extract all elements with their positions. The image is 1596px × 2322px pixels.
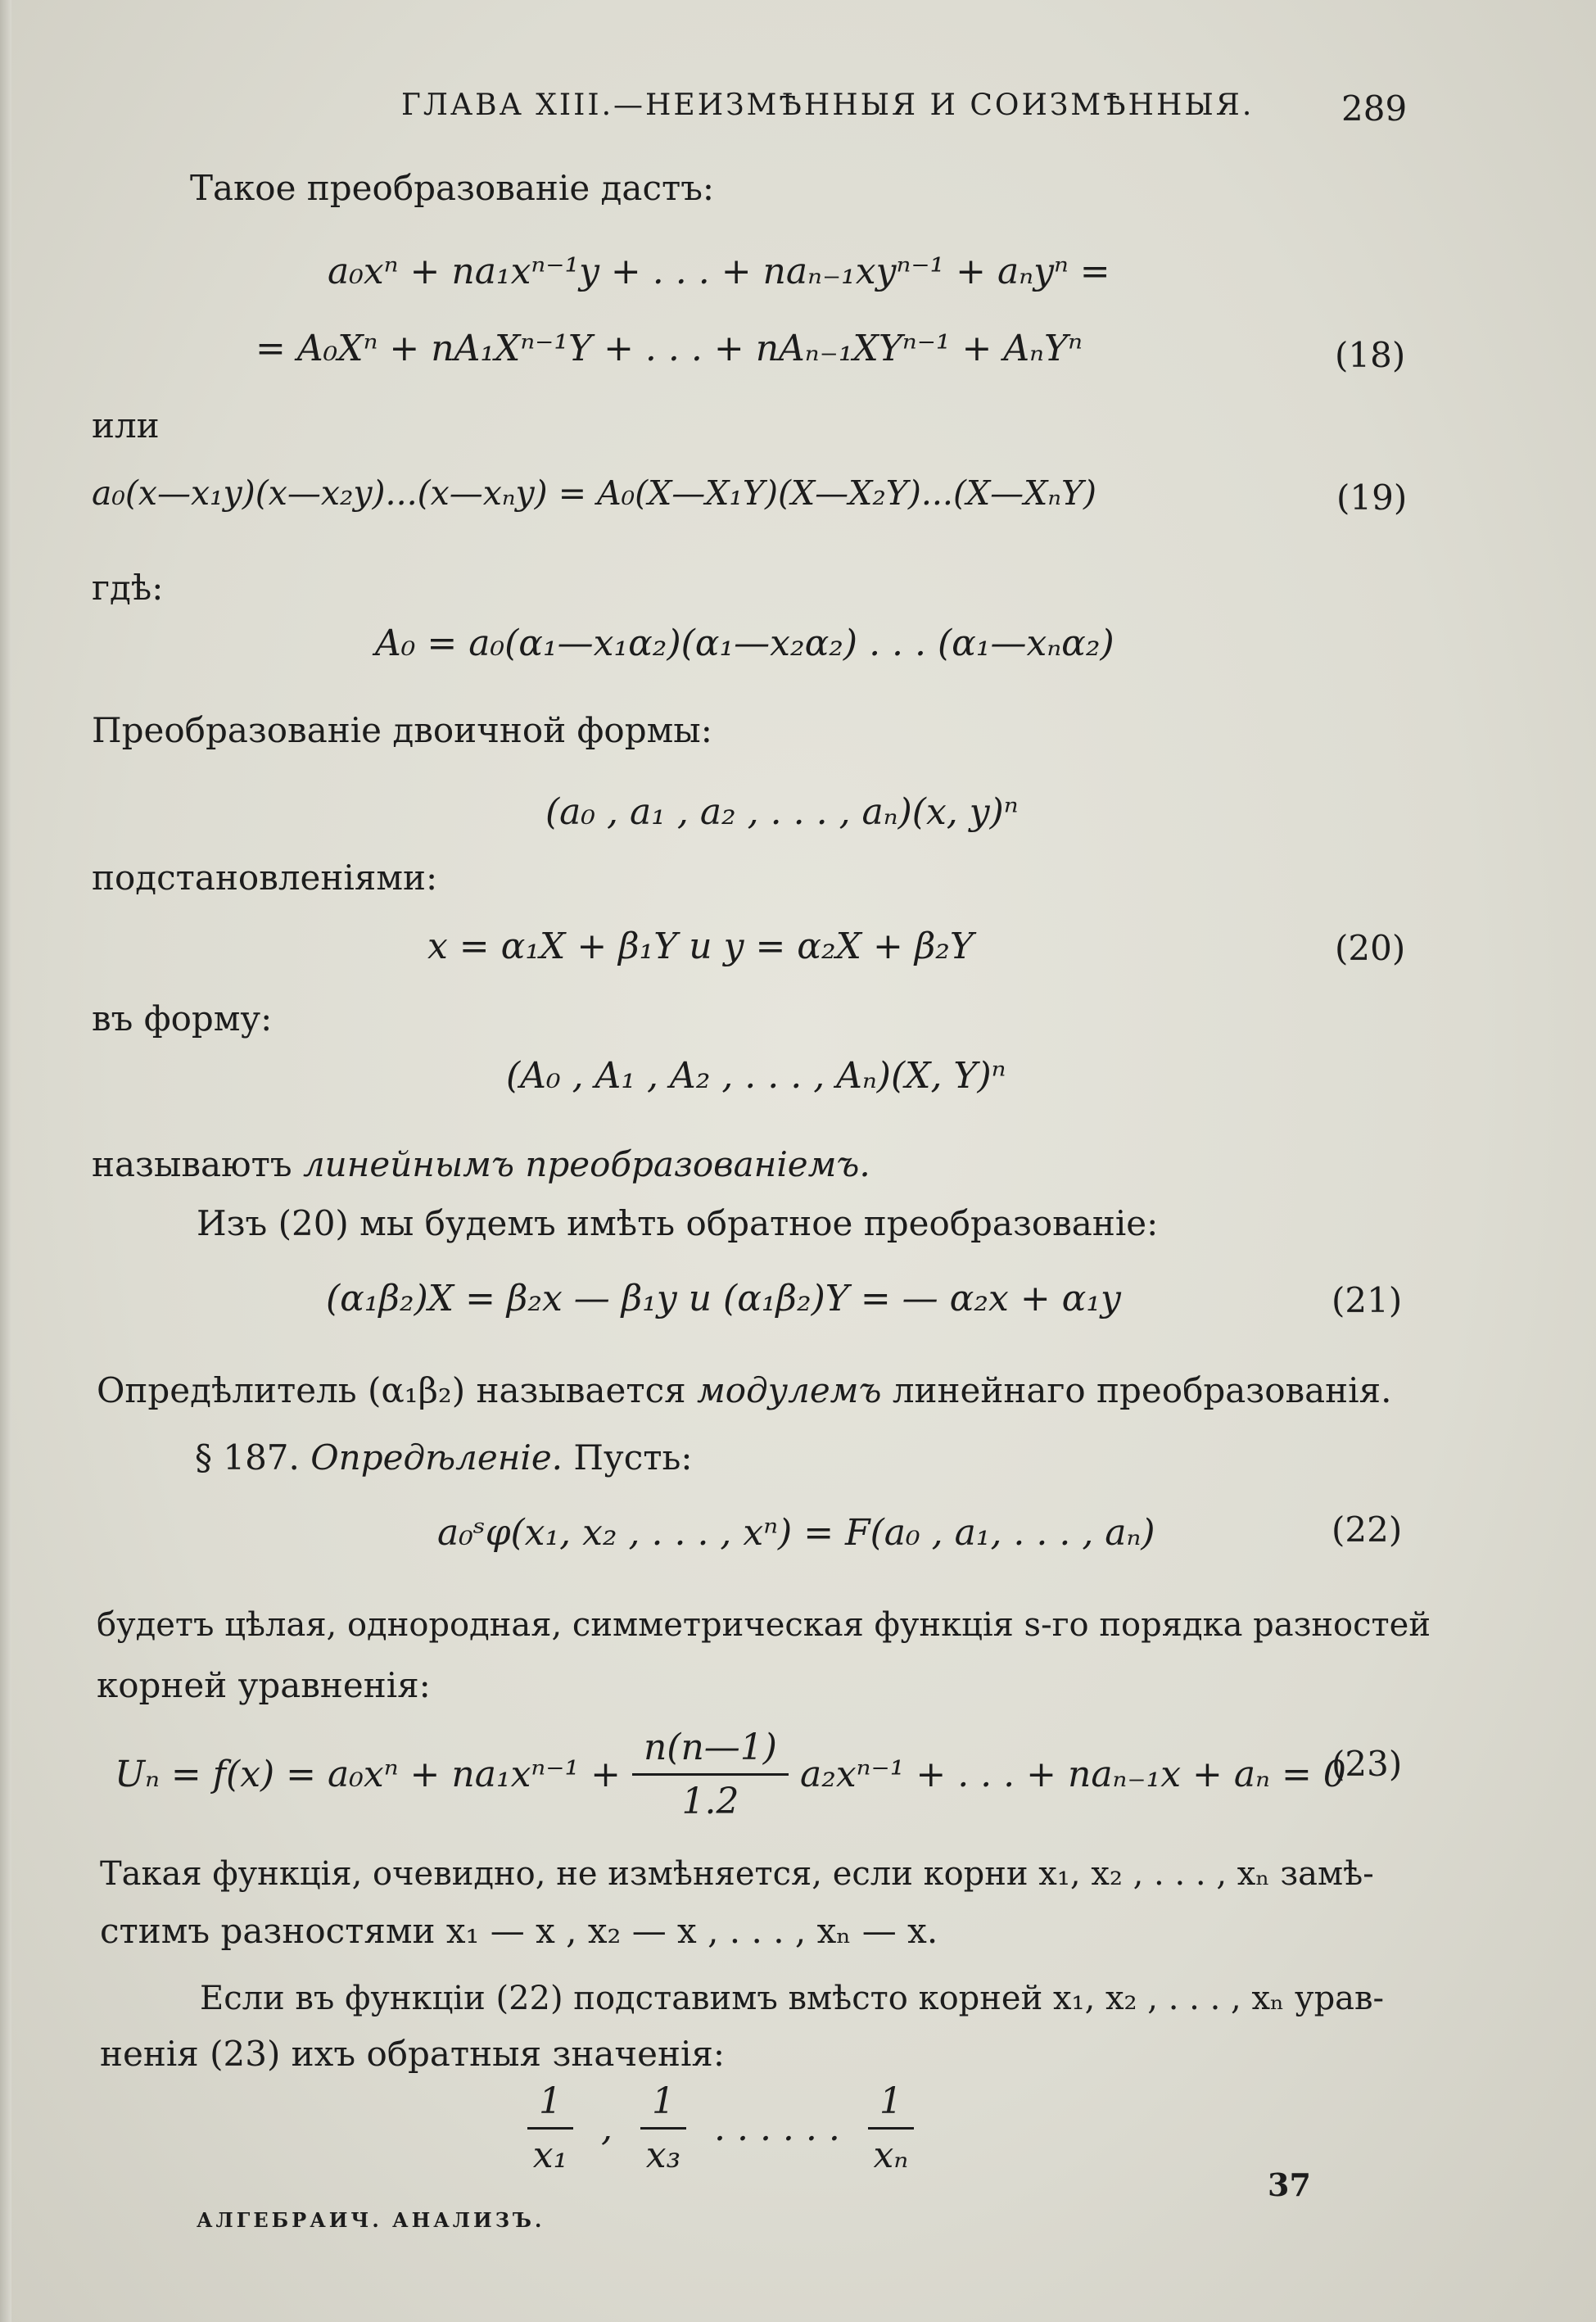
equation-20: x = α₁X + β₁Y и y = α₂X + β₂Y [427,926,974,967]
paragraph-9-line-2: корней уравненія: [97,1665,431,1705]
equation-23-label: (23) [1332,1744,1403,1784]
paragraph-2: Преобразованіе двоичной формы: [92,710,712,750]
reciprocal-2-numerator: 1 [640,2080,686,2130]
equation-19-label: (19) [1336,478,1408,518]
paragraph-8 [195,1435,693,1481]
page-number: 289 [1341,88,1408,129]
equation-18-line-2: = A₀Xⁿ + nA₁Xⁿ⁻¹Y + . . . + nAₙ₋₁XYⁿ⁻¹ + AₙYⁿ [255,328,1083,369]
paragraph-7 [97,1368,1391,1414]
reciprocal-3-denominator: xₙ [873,2134,909,2176]
equation-21: (α₁β₂)X = β₂x — β₁y и (α₁β₂)Y = — α₂x + α₁y [326,1278,1121,1319]
equation-A0: A₀ = a₀(α₁—x₁α₂)(α₁—x₂α₂) . . . (α₁—xₙα₂) [375,622,1114,664]
reciprocal-3 [868,2080,914,2176]
p5-italic-term: линейнымъ преобразованіемъ. [302,1144,870,1184]
reciprocal-2-denominator: x₃ [645,2134,681,2176]
eq23-denominator: 1.2 [681,1781,739,1822]
p7-text-a: Опредѣлитель (α₁β₂) называется [97,1370,686,1410]
equation-22: a₀ˢφ(x₁, x₂ , . . . , xⁿ) = F(a₀ , a₁, . . . , aₙ) [437,1512,1155,1554]
equation-23 [115,1727,1346,1822]
paragraph-5 [92,1142,870,1188]
reciprocal-separator: , [601,2107,613,2149]
p7-italic-term: модулемъ [696,1370,882,1410]
eq23-left: Uₙ = f(x) = a₀xⁿ + na₁xⁿ⁻¹ + [115,1754,621,1795]
reciprocal-1 [527,2080,573,2176]
p8-text-b: Пусть: [573,1437,693,1478]
p5-text: называютъ [92,1144,292,1184]
equation-19: a₀(x—x₁y)(x—x₂y)...(x—xₙy) = A₀(X—X₁Y)(X—X₂Y)...(X—XₙY) [92,473,1097,513]
equation-18-line-1: a₀xⁿ + na₁xⁿ⁻¹y + . . . + naₙ₋₁xyⁿ⁻¹ + aₙyⁿ = [328,251,1110,292]
reciprocal-3-numerator: 1 [868,2080,914,2130]
binary-form-2: (A₀ , A₁ , A₂ , . . . , Aₙ)(X, Y)ⁿ [506,1055,1006,1097]
paragraph-11-line-1: Если въ функціи (22) подставимъ вмѣсто корней x₁, x₂ , . . . , xₙ урав- [200,1980,1385,2017]
word-ili: или [92,405,160,446]
paragraph-4: въ форму: [92,998,273,1039]
chapter-title: ГЛАВА XIII.—НЕИЗМѢННЫЯ И СОИЗМѢННЫЯ. [401,88,1255,122]
paragraph-1: Такое преобразованіе дастъ: [190,168,715,208]
reciprocal-dots: . . . . . . [714,2107,840,2149]
printer-signature-mark: 37 [1268,2166,1311,2203]
paragraph-3: подстановленіями: [92,858,438,898]
equation-21-label: (21) [1332,1280,1403,1320]
paragraph-11-line-2: ненія (23) ихъ обратныя значенія: [100,2034,726,2074]
footer-book-title: АЛГЕБРАИЧ. АНАЛИЗЪ. [197,2208,545,2232]
equation-18-label: (18) [1335,335,1406,375]
paragraph-10-line-1: Такая функція, очевидно, не измѣняется, если корни x₁, x₂ , . . . , xₙ замѣ- [100,1855,1374,1893]
eq23-numerator: n(n—1) [632,1727,789,1776]
eq23-right: a₂xⁿ⁻¹ + . . . + naₙ₋₁x + aₙ = 0 [799,1754,1346,1795]
section-number: § 187. [195,1437,300,1478]
paragraph-6: Изъ (20) мы будемъ имѣть обратное преобразованіе: [197,1203,1159,1243]
reciprocal-1-numerator: 1 [527,2080,573,2130]
equation-20-label: (20) [1335,928,1406,968]
p7-text-b: линейнаго преобразованія. [892,1370,1392,1410]
binary-form-1: (a₀ , a₁ , a₂ , . . . , aₙ)(x, y)ⁿ [545,791,1019,833]
paragraph-10-line-2: стимъ разностями x₁ — x , x₂ — x , . . . , xₙ — x. [100,1911,938,1951]
word-gde: гдѣ: [92,568,164,608]
equation-22-label: (22) [1332,1510,1403,1550]
reciprocal-values [527,2080,914,2176]
page-edge-shadow [0,0,11,2322]
paragraph-9-line-1: будетъ цѣлая, однородная, симметрическая функція s-го порядка разностей [97,1606,1431,1644]
eq23-fraction [632,1727,789,1822]
reciprocal-1-denominator: x₁ [532,2134,568,2176]
definition-heading: Опредѣленіе. [310,1437,563,1478]
reciprocal-2 [640,2080,686,2176]
